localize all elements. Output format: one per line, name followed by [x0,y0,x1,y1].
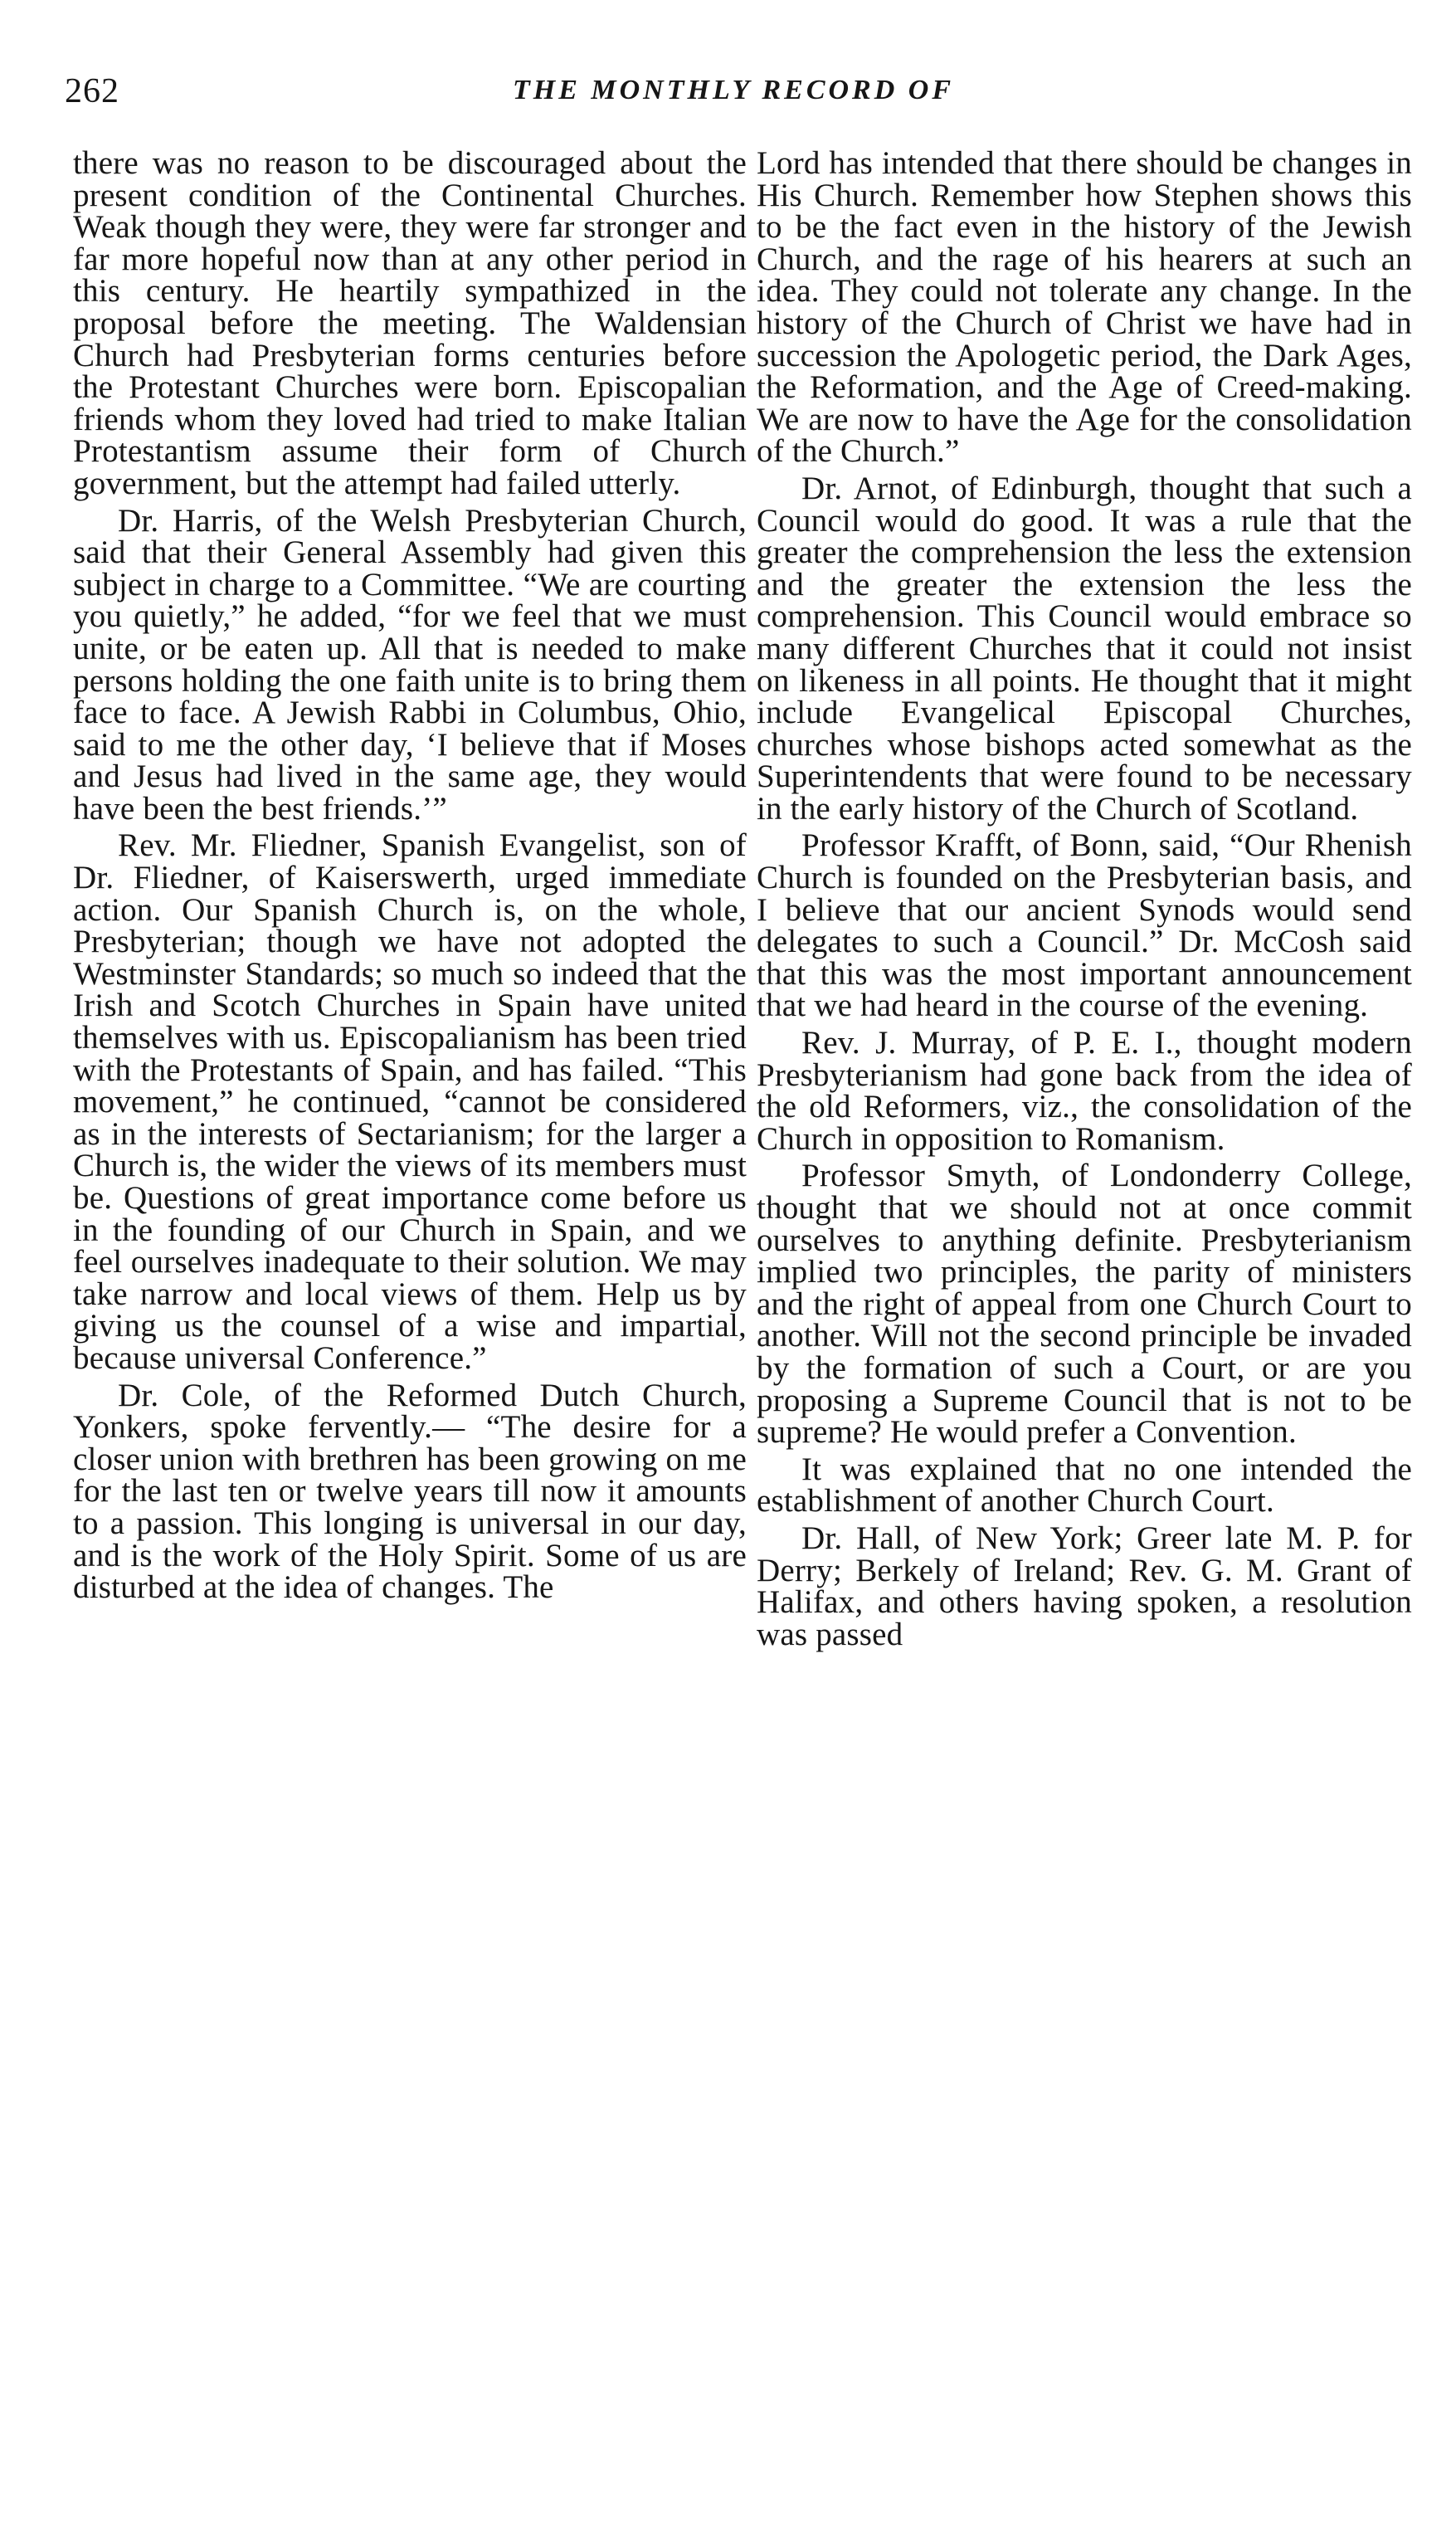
paragraph: Dr. Harris, of the Welsh Presbyterian Church, said that their General Assembly had given this subject in charge to a Committee. “We are courting you quietly,” he added, “for we feel that we must unite, or be eaten up. All that is needed to make persons holding the one faith unite is to bring them face to face. A Jewish Rabbi in Columbus, Ohio, said to me the other day, ‘I believe that if Moses and Jesus had lived in the same age, they would have been the best friends.’” [73,502,747,827]
paragraph: Lord has intended that there should be changes in His Church. Remember how Stephen shows this to be the fact even in the history of the Jewish Church, and the rage of his hearers at such an idea. They could not tolerate any change. In the history of the Church of Christ we have had in succession the Apologetic period, the Dark Ages, the Reformation, and the Age of Creed-making. We are now to have the Age for the consolidation of the Church.” [757,148,1412,470]
page-number: 262 [65,72,119,110]
paragraph: Rev. Mr. Fliedner, Spanish Evangelist, son of Dr. Fliedner, of Kaiserswerth, urged immediate action. Our Spanish Church is, on the whole, Presbyterian; though we have not adopted the Westminster Standards; so much so indeed that the Irish and Scotch Churches in Spain have united themselves with us. Episcopalianism has been tried with the Protestants of Spain, and has failed. “This movement,” he continued, “cannot be considered as in the interests of Sectarianism; for the larger a Church is, the wider the views of its members must be. Questions of great importance come before us in the founding of our Church in Spain, and we feel ourselves inadequate to their solution. We may take narrow and local views of them. Help us by giving us the counsel of a wise and impartial, because universal Conference.” [73,827,747,1376]
page-header [65,71,1392,121]
left-column [73,148,747,2496]
paragraph: Rev. J. Murray, of P. E. I., thought modern Presbyterianism had gone back from the idea of the old Reformers, viz., the consolidation of the Church in opposition to Romanism. [757,1025,1412,1157]
right-column [757,148,1412,2496]
paragraph: there was no reason to be discouraged about the present condition of the Continental Churches. Weak though they were, they were far stronger and far more hopeful now than at any other period in this century. He heartily sympathized in the proposal before the meeting. The Waldensian Church had Presbyterian forms centuries before the Protestant Churches were born. Episcopalian friends whom they loved had tried to make Italian Protestantism assume their form of Church government, but the attempt had failed utterly. [73,148,747,501]
paragraph: Dr. Hall, of New York; Greer late M. P. for Derry; Berkely of Ireland; Rev. G. M. Grant of Halifax, and others having spoken, a resolution was passed [757,1520,1412,1652]
paragraph: Professor Krafft, of Bonn, said, “Our Rhenish Church is founded on the Presbyterian basis, and I believe that our ancient Synods would send delegates to such a Council.” Dr. McCosh said that this was the most important announcement that we had heard in the course of the evening. [757,827,1412,1024]
paragraph: It was explained that no one intended the establishment of another Church Court. [757,1451,1412,1520]
paragraph: Dr. Cole, of the Reformed Dutch Church, Yonkers, spoke fervently.— “The desire for a closer union with brethren has been growing on me for the last ten or twelve years till now it amounts to a passion. This longing is universal in our day, and is the work of the Holy Spirit. Some of us are disturbed at the idea of changes. The [73,1377,747,1606]
paragraph: Professor Smyth, of Londonderry College, thought that we should not at once commit ourselves to anything definite. Presbyterianism implied two principles, the parity of ministers and the right of appeal from one Church Court to another. Will not the second principle be invaded by the formation of such a Court, or are you proposing a Supreme Council that is not to be supreme? He would prefer a Convention. [757,1158,1412,1451]
running-head: THE MONTHLY RECORD OF [513,75,955,105]
paragraph: Dr. Arnot, of Edinburgh, thought that such a Council would do good. It was a rule that the greater the comprehension the less the extension and the greater the extension the less the comprehension. This Council would embrace so many different Churches that it could not insist on likeness in all points. He thought that it might include Evangelical Episcopal Churches, churches whose bishops acted somewhat as the Superintendents that were found to be necessary in the early history of the Church of Scotland. [757,470,1412,827]
